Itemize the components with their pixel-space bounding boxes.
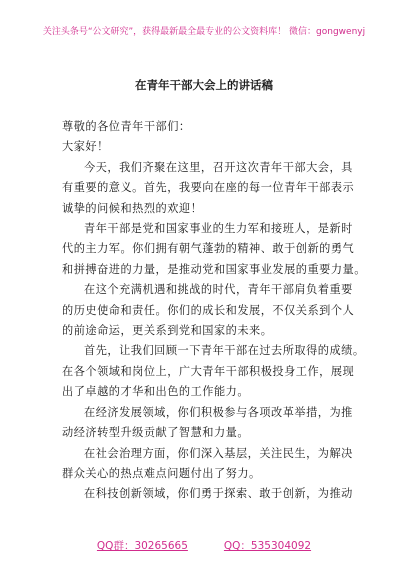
salutation-line: 尊敬的各位青年干部们：: [62, 120, 191, 133]
footer-contacts: [0, 538, 408, 553]
document-title: 在青年干部大会上的讲话稿: [135, 78, 273, 92]
paragraph-line: 诚挚的问候和热烈的欢迎！: [62, 201, 203, 215]
paragraph-line: 的前途命运，更关系到党和国家的未来。: [62, 324, 273, 338]
qq-group-link[interactable]: QQ群：30265665: [96, 540, 188, 552]
paragraph-line: 在这个充满机遇和挑战的时代，青年干部肩负着重要: [84, 283, 353, 297]
greeting-line: 大家好！: [62, 140, 109, 154]
paragraph-line: 动经济转型升级贡献了智慧和力量。: [62, 426, 250, 440]
paragraph-line: 在经济发展领域，你们积极参与各项改革举措，为推: [84, 405, 353, 419]
document-body: [62, 117, 366, 505]
paragraph-line: 青年干部是党和国家事业的生力军和接班人，是新时: [84, 222, 353, 236]
paragraph-line: 出了卓越的才华和出色的工作能力。: [62, 385, 250, 399]
paragraph-line: 有重要的意义。首先，我要向在座的每一位青年干部表示: [62, 181, 355, 195]
qq-contact-link[interactable]: QQ：535304092: [223, 540, 312, 552]
paragraph-line: 和拼搏奋进的力量，是推动党和国家事业发展的重要力量。: [62, 262, 366, 276]
paragraph-line: 在科技创新领域，你们勇于探索、敢于创新，为推动: [84, 487, 353, 501]
paragraph-line: 首先，让我们回顾一下青年干部在过去所取得的成绩。: [84, 344, 365, 358]
paragraph-line: 代的主力军。你们拥有朝气蓬勃的精神、敢于创新的勇气: [62, 242, 355, 256]
header-banner: 关注头条号“公文研究”，获得最新最全最专业的公文资料库！ 微信：gongwenyj: [42, 27, 366, 37]
paragraph-line: 在各个领域和岗位上，广大青年干部积极投身工作，展现: [62, 364, 355, 378]
paragraph-line: 的历史使命和责任。你们的成长和发展，不仅关系到个人: [62, 303, 355, 317]
paragraph-line: 今天，我们齐聚在这里，召开这次青年干部大会，具: [84, 160, 353, 174]
paragraph-line: 在社会治理方面，你们深入基层，关注民生，为解决: [84, 446, 353, 460]
paragraph-line: 群众关心的热点难点问题付出了努力。: [62, 466, 261, 480]
